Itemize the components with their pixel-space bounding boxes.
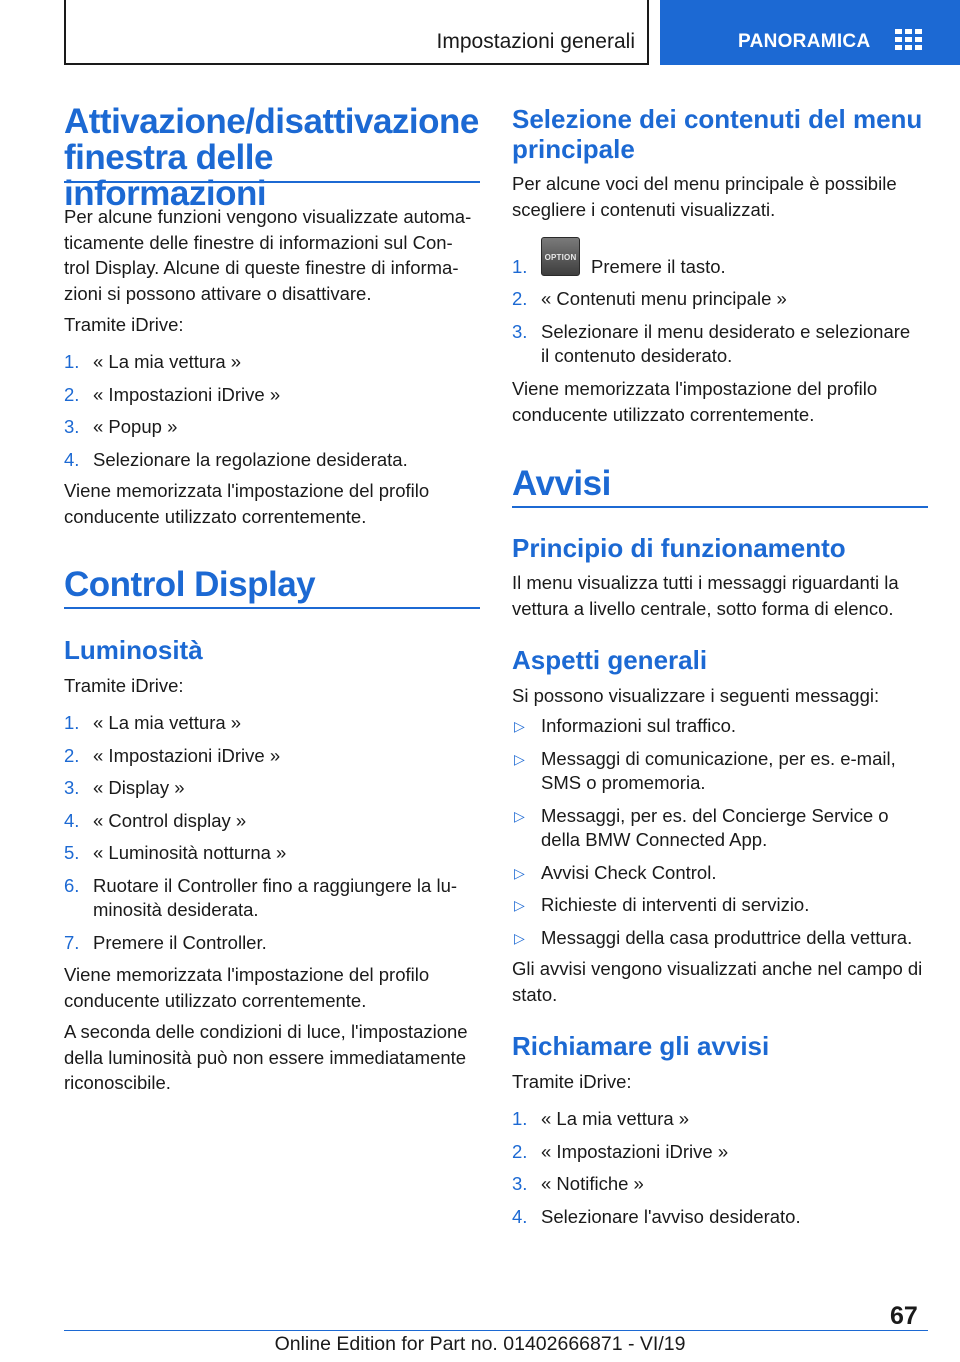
- text-line: Viene memorizzata l'impostazione del profilo: [512, 378, 878, 399]
- header-section-title: Impostazioni generali: [436, 30, 635, 53]
- text-line: Per alcune voci del menu principale è possibile: [512, 173, 897, 194]
- list-text: Messaggi della casa produttrice della vettura.: [541, 926, 913, 948]
- list-text: « Popup »: [93, 416, 178, 437]
- list-text: minosità desiderata.: [93, 899, 259, 920]
- text-line: trol Display. Alcune di queste finestre di informa‐: [64, 257, 459, 278]
- list-text: della BMW Connected App.: [541, 829, 768, 850]
- text-line: zioni si possono attivare o disattivare.: [64, 282, 372, 304]
- list-number: 4.: [64, 809, 80, 831]
- steps-list-selezione: [512, 287, 932, 369]
- list-number: 1.: [512, 256, 528, 277]
- footer-rule: [64, 1330, 928, 1331]
- heading-line: principale: [512, 134, 635, 164]
- selezione-intro: [512, 171, 932, 222]
- list-item: [512, 714, 932, 739]
- list-item: [512, 861, 932, 886]
- aspetti-intro: Si possono visualizzare i seguenti messaggi:: [512, 685, 880, 706]
- text-line: A seconda delle condizioni di luce, l'impostazione: [64, 1021, 468, 1042]
- list-item: [64, 841, 484, 866]
- list-text: « Contenuti menu principale »: [541, 288, 787, 309]
- list-text: « La mia vettura »: [93, 351, 242, 372]
- note-paragraph: [64, 1019, 484, 1096]
- list-number: 4.: [64, 448, 80, 470]
- list-number: 5.: [64, 842, 80, 863]
- list-item: [64, 744, 484, 769]
- triangle-bullet-icon: ▷: [514, 750, 525, 767]
- list-item: [64, 874, 484, 923]
- list-number: 3.: [512, 1173, 528, 1194]
- list-item: [512, 1140, 932, 1165]
- list-number: 3.: [512, 320, 528, 342]
- list-text: Selezionare la regolazione desiderata.: [93, 448, 408, 470]
- text-line: riconoscibile.: [64, 1072, 171, 1093]
- list-text: « Control display »: [93, 809, 247, 831]
- heading-line: Attivazione/disattivazione: [64, 102, 479, 141]
- steps-list-luminosita: [64, 711, 484, 955]
- list-number: 6.: [64, 874, 80, 896]
- intro-paragraph: [64, 204, 484, 306]
- list-number: 3.: [64, 416, 80, 437]
- list-text: « Display »: [93, 777, 185, 798]
- list-item: [512, 926, 932, 951]
- list-number: 1.: [512, 1108, 528, 1129]
- triangle-bullet-icon: ▷: [514, 718, 525, 734]
- text-line: Viene memorizzata l'impostazione del profilo: [64, 480, 430, 501]
- list-text: « Luminosità notturna »: [93, 842, 287, 863]
- heading-avvisi: Avvisi: [512, 464, 611, 503]
- list-item: [64, 711, 484, 736]
- triangle-bullet-icon: ▷: [514, 807, 525, 824]
- list-text: « La mia vettura »: [541, 1108, 690, 1129]
- list-text: Premere il tasto.: [591, 256, 726, 277]
- heading-selezione: [512, 104, 932, 164]
- text-line: Viene memorizzata l'impostazione del profilo: [64, 964, 430, 985]
- list-item: [64, 931, 484, 956]
- list-item: [64, 415, 480, 440]
- list-item: [512, 237, 932, 277]
- text-line: Per alcune funzioni vengono visualizzate automa‐: [64, 206, 472, 227]
- list-number: 2.: [512, 288, 528, 309]
- list-number: 7.: [64, 931, 80, 953]
- list-text: Richieste di interventi di servizio.: [541, 894, 810, 915]
- list-text: Premere il Controller.: [93, 931, 267, 953]
- tramite-label: Tramite iDrive:: [64, 314, 184, 335]
- panoramica-tab-label: PANORAMICA: [738, 31, 871, 52]
- heading-rule: [64, 181, 480, 183]
- heading-attivazione: [64, 104, 480, 212]
- list-text: Ruotare il Controller fino a raggiungere la lu‐: [93, 874, 458, 896]
- steps-list-popup: [64, 350, 480, 472]
- text-line: ticamente delle finestre di informazioni sul Con‐: [64, 231, 453, 253]
- triangle-bullet-icon: ▷: [514, 929, 525, 946]
- list-item: [512, 893, 932, 918]
- triangle-bullet-icon: ▷: [514, 897, 525, 913]
- list-item: [512, 804, 932, 853]
- heading-rule: [64, 607, 480, 609]
- list-text: « La mia vettura »: [93, 712, 242, 733]
- list-item: [64, 776, 484, 801]
- list-text: « Notifiche »: [541, 1173, 644, 1194]
- list-text: Selezionare il menu desiderato e selezionare: [541, 320, 911, 342]
- heading-rule: [512, 506, 928, 508]
- steps-list-notifiche: [512, 1107, 932, 1229]
- list-item: [64, 448, 480, 473]
- list-item: [64, 350, 480, 375]
- tramite-label: Tramite iDrive:: [512, 1071, 632, 1092]
- list-number: 2.: [512, 1140, 528, 1162]
- text-line: della luminosità può non essere immediatamente: [64, 1046, 467, 1068]
- footer-edition-text: Online Edition for Part no. 01402666871 - VI/19: [274, 1333, 686, 1355]
- option-key-icon: OPTION: [541, 237, 580, 276]
- heading-aspetti: Aspetti generali: [512, 645, 708, 675]
- list-text: Avvisi Check Control.: [541, 861, 717, 883]
- list-text: SMS o promemoria.: [541, 772, 706, 793]
- text-line: scegliere i contenuti visualizzati.: [512, 198, 776, 220]
- list-number: 2.: [64, 744, 80, 766]
- list-text: « Impostazioni iDrive »: [93, 744, 281, 766]
- list-number: 2.: [64, 383, 80, 405]
- list-number: 1.: [64, 712, 80, 733]
- heading-richiamare: Richiamare gli avvisi: [512, 1031, 770, 1061]
- heading-line: finestra delle informazioni: [64, 138, 273, 213]
- list-item: [512, 747, 932, 796]
- memo-paragraph: [512, 376, 932, 427]
- heading-control-display: Control Display: [64, 565, 316, 604]
- list-item: [512, 320, 932, 369]
- list-item: [512, 1107, 932, 1132]
- list-item: [512, 1205, 932, 1230]
- text-line: conducente utilizzato correntemente.: [64, 505, 367, 527]
- tramite-label: Tramite iDrive:: [64, 675, 184, 696]
- text-line: conducente utilizzato correntemente.: [512, 403, 815, 425]
- list-text: « Impostazioni iDrive »: [541, 1140, 729, 1162]
- list-number: 3.: [64, 777, 80, 798]
- list-item: [512, 287, 932, 312]
- text-line: stato.: [512, 983, 558, 1005]
- list-text: Informazioni sul traffico.: [541, 715, 737, 736]
- list-number: 4.: [512, 1205, 528, 1227]
- panoramica-tab[interactable]: [660, 0, 960, 65]
- text-line: Il menu visualizza tutti i messaggi riguardanti la: [512, 572, 899, 593]
- memo-paragraph: [64, 478, 484, 529]
- list-item: [64, 383, 480, 408]
- list-number: 1.: [64, 351, 80, 372]
- memo-paragraph: [64, 962, 484, 1013]
- list-text: Selezionare l'avviso desiderato.: [541, 1205, 801, 1227]
- list-text: Messaggi, per es. del Concierge Service o: [541, 804, 889, 826]
- principio-paragraph: [512, 570, 932, 621]
- list-item: [512, 1172, 932, 1197]
- grid-icon: [895, 29, 922, 50]
- page-number: 67: [890, 1302, 918, 1330]
- list-item: [64, 809, 484, 834]
- triangle-bullet-icon: ▷: [514, 864, 525, 881]
- text-line: vettura a livello centrale, sotto forma di elenco.: [512, 597, 894, 619]
- list-text: il contenuto desiderato.: [541, 345, 733, 366]
- text-line: conducente utilizzato correntemente.: [64, 989, 367, 1011]
- heading-principio: Principio di funzionamento: [512, 533, 846, 563]
- messages-bullet-list: [512, 714, 932, 950]
- list-text: Messaggi di comunicazione, per es. e-mail,: [541, 747, 896, 769]
- avvisi-note: [512, 956, 932, 1007]
- heading-line: Selezione dei contenuti del menu: [512, 104, 923, 134]
- heading-luminosita: Luminosità: [64, 635, 203, 665]
- list-text: « Impostazioni iDrive »: [93, 383, 281, 405]
- text-line: Gli avvisi vengono visualizzati anche nel campo di: [512, 958, 923, 979]
- header-section-box: [64, 0, 649, 65]
